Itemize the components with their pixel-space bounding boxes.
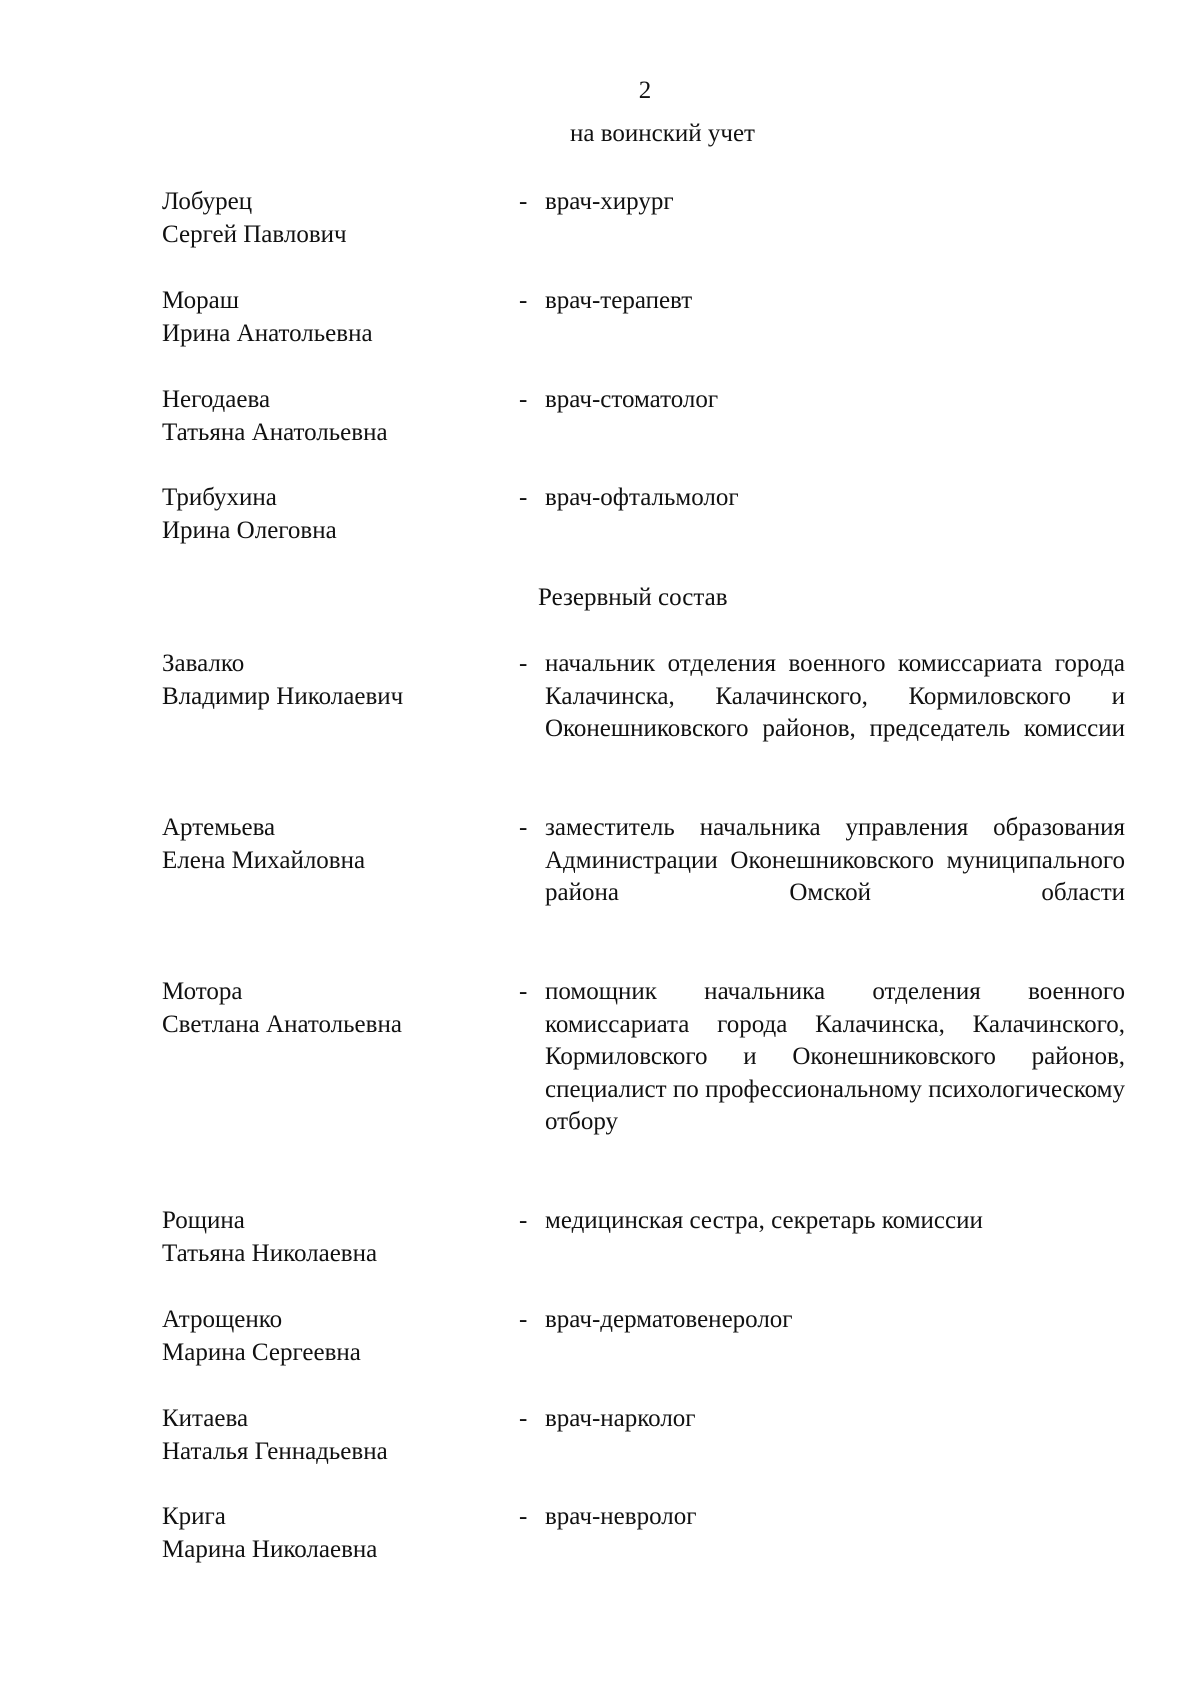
member-given-name: Наталья Геннадьевна (162, 1437, 388, 1465)
member-given-name: Ирина Олеговна (162, 516, 337, 544)
member-surname: Трибухина (162, 484, 277, 511)
member-name (162, 384, 522, 449)
member-name (162, 285, 522, 350)
member-surname: Лобурец (162, 188, 253, 215)
member-name (162, 1501, 522, 1566)
dash-marker: - (519, 1503, 528, 1530)
dash-marker: - (519, 287, 528, 314)
member-name (162, 1304, 522, 1369)
dash-marker: - (519, 188, 528, 215)
member-role (519, 482, 1125, 515)
member-given-name: Татьяна Анатольевна (162, 418, 388, 446)
member-role-text: врач-дерматовенеролог (545, 1306, 793, 1333)
page-number: 2 (638, 77, 652, 104)
member-name (162, 648, 522, 713)
member-given-name: Марина Сергеевна (162, 1338, 361, 1366)
dash-marker: - (519, 650, 528, 677)
member-role (519, 186, 1125, 219)
member-role (519, 1501, 1125, 1534)
member-name (162, 1205, 522, 1270)
member-role-text: врач-хирург (545, 188, 674, 215)
dash-marker: - (519, 484, 528, 511)
member-surname: Атрощенко (162, 1306, 283, 1333)
member-role (519, 1304, 1125, 1337)
member-role (519, 1205, 1125, 1238)
member-surname: Рощина (162, 1207, 245, 1234)
member-role (519, 812, 1125, 942)
member-name (162, 482, 522, 547)
member-role (519, 384, 1125, 417)
member-surname: Мораш (162, 287, 239, 314)
member-role (519, 285, 1125, 318)
member-surname: Негодаева (162, 386, 271, 413)
dash-marker: - (519, 1207, 528, 1234)
dash-marker: - (519, 1306, 528, 1333)
member-role-text: врач-стоматолог (545, 386, 719, 413)
member-given-name: Светлана Анатольевна (162, 1010, 402, 1038)
member-surname: Завалко (162, 650, 245, 677)
member-name (162, 1403, 522, 1468)
continuation-text: на воинский учет (570, 120, 755, 147)
reserve-heading: Резервный состав (538, 584, 728, 611)
dash-marker: - (519, 1405, 528, 1432)
member-role (519, 1403, 1125, 1436)
member-role-text: начальник отделения военного комиссариата города Калачинска, Калачинского, Кормиловского и Оконешниковского районов, председатель комиссии (545, 650, 1125, 743)
dash-marker: - (519, 814, 528, 841)
member-name (162, 976, 522, 1041)
member-role-text: медицинская сестра, секретарь комиссии (545, 1207, 983, 1234)
member-given-name: Татьяна Николаевна (162, 1239, 378, 1267)
member-name (162, 812, 522, 877)
member-surname: Артемьева (162, 814, 276, 841)
member-role-text: врач-нарколог (545, 1405, 696, 1432)
member-surname: Крига (162, 1503, 226, 1530)
member-given-name: Владимир Николаевич (162, 682, 404, 710)
member-role (519, 976, 1125, 1172)
member-surname: Мотора (162, 978, 243, 1005)
member-role-text: врач-офтальмолог (545, 484, 739, 511)
member-given-name: Ирина Анатольевна (162, 319, 373, 347)
member-role (519, 648, 1125, 778)
member-name (162, 186, 522, 251)
member-surname: Китаева (162, 1405, 249, 1432)
dash-marker: - (519, 978, 528, 1005)
member-role-text: помощник начальника отделения военного комиссариата города Калачинска, Калачинского, Кормиловского и Оконешниковского районов, специалист по профессиональному психологическому отбору (545, 978, 1125, 1136)
member-given-name: Марина Николаевна (162, 1535, 378, 1563)
member-given-name: Елена Михайловна (162, 846, 366, 874)
member-role-text: врач-невролог (545, 1503, 697, 1530)
dash-marker: - (519, 386, 528, 413)
member-role-text: заместитель начальника управления образования Администрации Оконешниковского муниципального района Омской области (545, 814, 1125, 907)
member-role-text: врач-терапевт (545, 287, 693, 314)
member-given-name: Сергей Павлович (162, 220, 347, 248)
